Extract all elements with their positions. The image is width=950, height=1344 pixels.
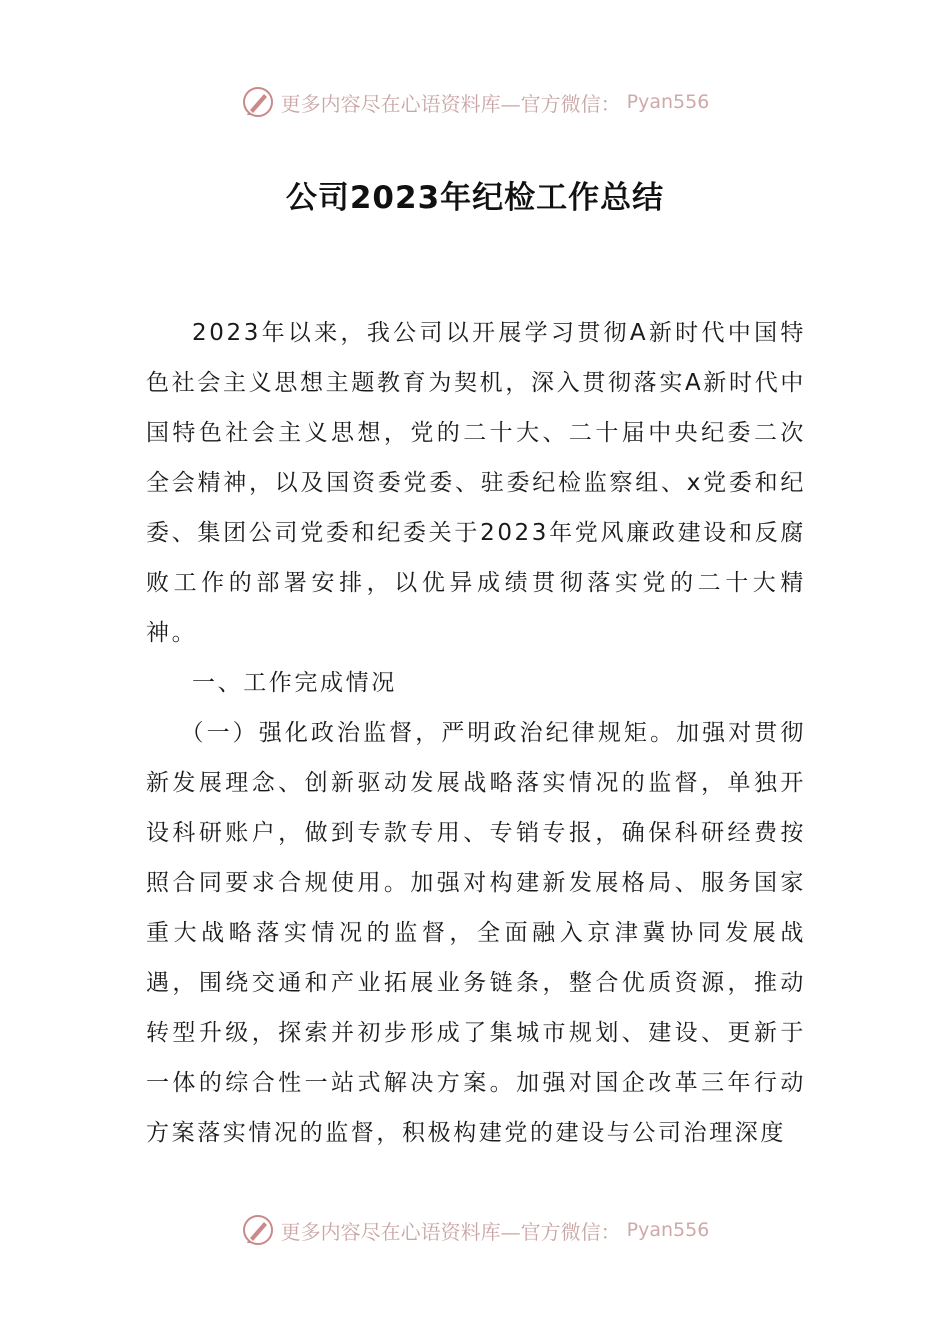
watermark-header	[0, 82, 950, 122]
watermark-wechat-id: Pyan556	[626, 1219, 710, 1241]
subsection-paragraph: （一）强化政治监督，严明政治纪律规矩。加强对贯彻新发展理念、创新驱动发展战略落实情况的监督，单独开设科研账户，做到专款专用、专销专报，确保科研经费按照合同要求合规使用。加强对构建新发展格局、服务国家重大战略落实情况的监督，全面融入京津冀协同发展战遇，围绕交通和产业拓展业务链条，整合优质资源，推动转型升级，探索并初步形成了集城市规划、建设、更新于一体的综合性一站式解决方案。加强对国企改革三年行动方案落实情况的监督，积极构建党的建设与公司治理深度	[146, 720, 806, 1146]
watermark-text: 更多内容尽在心语资料库—官方微信：	[280, 1219, 621, 1244]
section-heading: 一、工作完成情况	[192, 670, 397, 696]
document-body	[146, 308, 806, 1158]
watermark-text: 更多内容尽在心语资料库—官方微信：	[280, 91, 621, 116]
pen-logo-icon	[241, 85, 275, 119]
watermark-wechat-id: Pyan556	[626, 91, 710, 113]
document-title: 公司2023年纪检工作总结	[285, 180, 665, 216]
pen-logo-icon	[241, 1213, 275, 1247]
watermark-footer	[0, 1210, 950, 1250]
intro-paragraph: 2023年以来，我公司以开展学习贯彻A新时代中国特色社会主义思想主题教育为契机，深入贯彻落实A新时代中国特色社会主义思想，党的二十大、二十届中央纪委二次全会精神，以及国资委党委、驻委纪检监察组、x党委和纪委、集团公司党委和纪委关于2023年党风廉政建设和反腐败工作的部署安排，以优异成绩贯彻落实党的二十大精神。	[146, 320, 806, 646]
